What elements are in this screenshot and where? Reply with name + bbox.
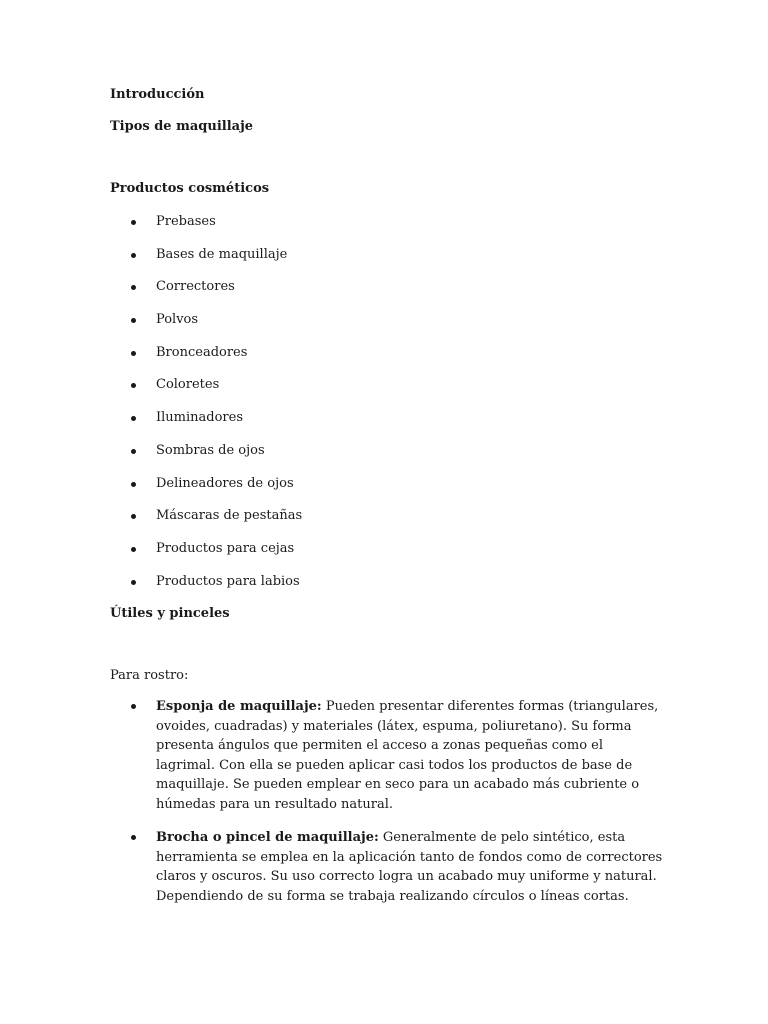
bullet-icon	[131, 482, 136, 487]
tool-term: Brocha o pincel de maquillaje:	[156, 830, 379, 845]
bullet-icon	[131, 318, 136, 323]
types-heading: Tipos de maquillaje	[110, 119, 254, 134]
bullet-icon	[131, 351, 136, 356]
bullet-icon	[131, 547, 136, 552]
bullet-icon	[131, 383, 136, 388]
bullet-icon	[131, 220, 136, 225]
intro-heading: Introducción	[110, 87, 205, 102]
bullet-icon	[131, 253, 136, 258]
document-page: Introducción Tipos de maquillaje Productos cosméticos Prebases Bases de maquillaje Correctores Polvos Bronceadores Coloretes Iluminadores Sombras de ojos Delineadores de ojos Máscaras de pestañas Productos para cejas Productos para labios Útiles y pinceles Para rostro: Esponja de maquillaje: Pueden presentar diferentes formas (triangulares, ovoides, cuadradas) y materiales (látex, espuma, poliuretano). Su forma presenta ángulos que permiten el acceso a zonas pequeñas como el lagrimal. Con ella se pueden aplicar casi todos los productos de base de maquillaje. Se pueden emplear en seco para un acabado más cubriente o húmedas para un resultado natural. Brocha o pincel de maquillaje: Generalmente de pelo sintético, esta herramienta se emplea en la aplicación tanto de fondos como de correctores claros y oscuros. Su uso correcto logra un acabado muy uniforme y natural. Dependiendo de su forma se trabaja realizando círculos o líneas cortas.	[110, 87, 663, 904]
tool-term: Esponja de maquillaje:	[156, 699, 322, 714]
bullet-icon	[131, 580, 136, 585]
bullet-icon	[131, 416, 136, 421]
products-heading: Productos cosméticos	[110, 181, 270, 196]
tools-heading: Útiles y pinceles	[110, 606, 230, 621]
bullet-icon	[131, 285, 136, 290]
tool-description: Pueden presentar diferentes formas (triangulares, ovoides, cuadradas) y materiales (látex, espuma, poliuretano). Su forma presenta ángulos que permiten el acceso a zonas pequeñas como el lagrimal. Con ella se pueden aplicar casi todos los productos de base de maquillaje. Se pueden emplear en seco para un acabado más cubriente o húmedas para un resultado natural.	[156, 699, 659, 812]
bullet-icon	[131, 449, 136, 454]
face-label: Para rostro:	[110, 668, 189, 683]
bullet-icon	[131, 514, 136, 519]
bullet-icon	[131, 704, 136, 709]
bullet-icon	[131, 835, 136, 840]
tool-description: Generalmente de pelo sintético, esta herramienta se emplea en la aplicación tanto de fondos como de correctores claros y oscuros. Su uso correcto logra un acabado muy uniforme y natural. Dependiendo de su forma se trabaja realizando círculos o líneas cortas.	[156, 830, 663, 904]
